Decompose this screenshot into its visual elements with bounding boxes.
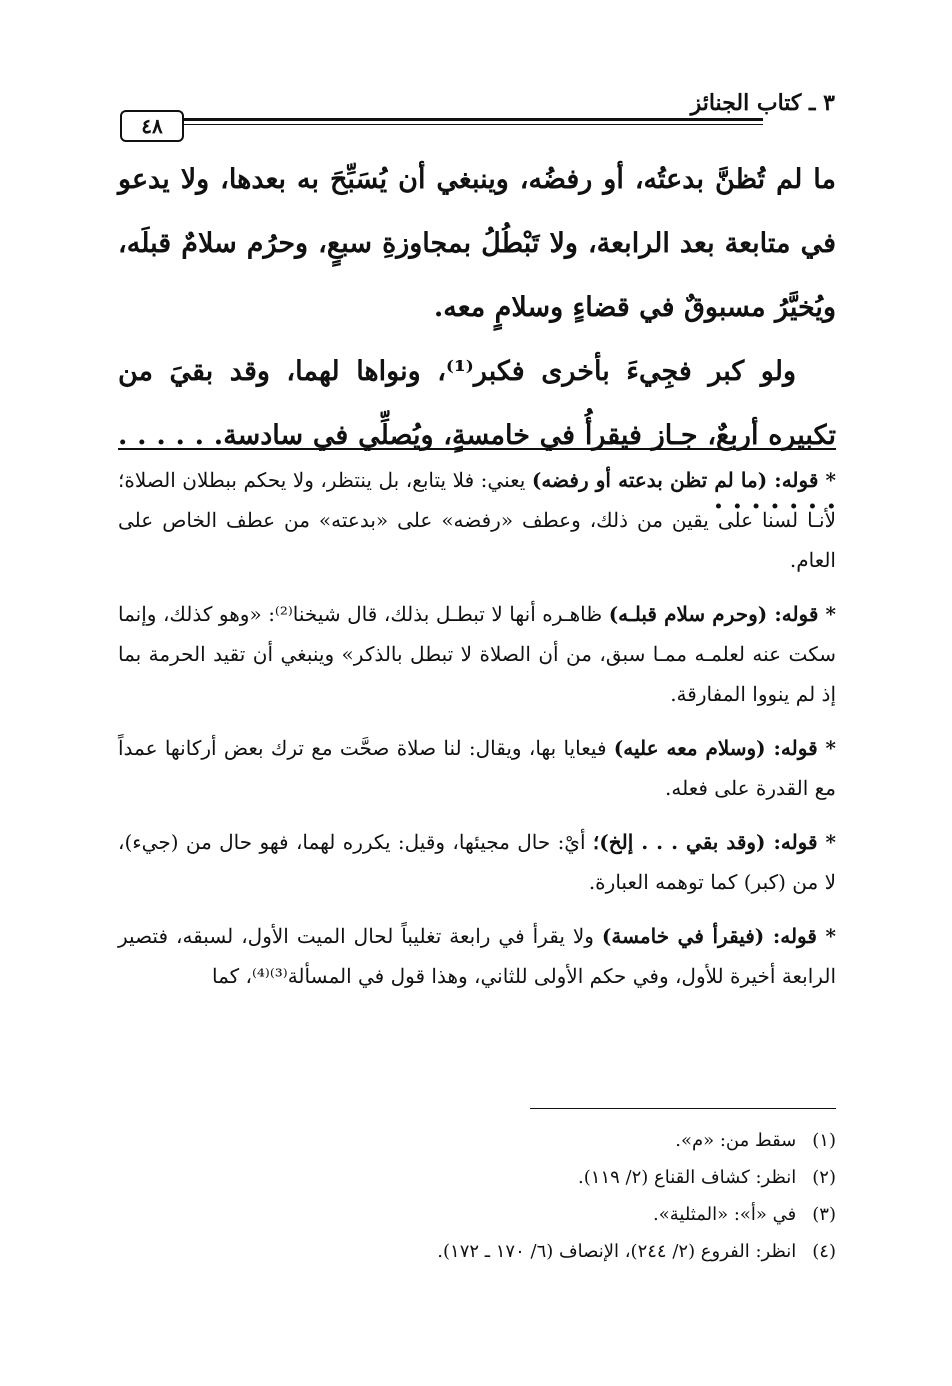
commentary-lead: * قوله: (وقد بقي . . . إلخ)؛ — [592, 830, 837, 854]
page-number: ٤٨ — [120, 110, 184, 142]
running-header — [120, 80, 835, 138]
commentary-text: فيعايا بها، ويقال: لنا صلاة صحَّت مع ترك بعض أركانها عمداً مع القدرة على فعله. — [118, 736, 836, 800]
chapter-title: ٣ ـ كتاب الجنائز — [690, 90, 835, 116]
commentary-lead: * قوله: (وحرم سلام قبلـه) — [608, 602, 837, 626]
footnote-text: انظر: الفروع (٢/ ٢٤٤)، الإنصاف (٦/ ١٧٠ ـ ١٧٢). — [437, 1241, 797, 1262]
footnote-number: (٣) — [812, 1204, 836, 1225]
footnote-number: (٤) — [812, 1241, 836, 1262]
commentary-paragraph — [118, 460, 836, 580]
commentary-text: ولا يقرأ في رابعة تغليباً لحال الميت الأول، لسبقه، فتصير الرابعة أخيرة للأول، وفي حكم الأولى للثاني، وهذا قول في المسألة⁽³⁾⁽⁴⁾، كما — [118, 924, 836, 988]
footnote — [118, 1196, 836, 1233]
commentary-lead: * قوله: (فيقرأ في خامسة) — [601, 924, 836, 948]
commentary-paragraph — [118, 594, 836, 714]
main-paragraph-1: ما لم تُظنَّ بدعتُه، أو رفضُه، وينبغي أن يُسَبِّحَ به بعدها، ولا يدعو في متابعة بعد الرابعة، ولا تَبْطُلُ بمجاوزةِ سبعٍ، وحرُم سلامٌ قبلَه، ويُخيَّرُ مسبوقٌ في قضاءٍ وسلامٍ معه. — [118, 164, 836, 323]
footnote — [118, 1122, 836, 1159]
footnote-number: (١) — [812, 1130, 836, 1151]
footnote-rule — [530, 1108, 836, 1109]
commentary-paragraph — [118, 916, 836, 996]
commentary-lead: * قوله: (ما لم تظن بدعته أو رفضه) — [531, 468, 836, 492]
commentary-text: ظاهـره أنها لا تبطـل بذلك، قال شيخنا⁽²⁾: «وهو كذلك، وإنما سكت عنه لعلمـه ممـا سبق، من أن الصلاة لا تبطل بالذكر» وينبغي أن تقيد الحرمة بما إذ لم ينووا المفارقة. — [118, 602, 836, 706]
commentary — [118, 460, 836, 1010]
footnote-text: انظر: كشاف القناع (٢/ ١١٩). — [578, 1167, 797, 1188]
footnote-text: سقط من: «م». — [675, 1130, 797, 1151]
commentary-paragraph — [118, 822, 836, 902]
footnote-text: في «أ»: «المثلية». — [653, 1204, 797, 1225]
header-rule-thin — [120, 124, 763, 125]
main-paragraph-2: ولو كبر فجِيءَ بأخرى فكبر⁽¹⁾، ونواها لهما، وقد بقيَ من تكبيره أربعٌ، جـاز فيقرأُ في خامسةٍ، ويُصلِّي في سادسة. . . . . . . . . . . . . — [118, 356, 836, 515]
commentary-paragraph — [118, 728, 836, 808]
commentary-lead: * قوله: (وسلام معه عليه) — [613, 736, 836, 760]
text-divider — [118, 448, 836, 450]
footnote-number: (٢) — [812, 1167, 836, 1188]
commentary-text: يعني: فلا يتابع، بل ينتظر، ولا يحكم ببطلان الصلاة؛ لأنـا لسنا على يقين من ذلك، وعطف «رفضه» على «بدعته» من عطف الخاص على العام. — [118, 468, 836, 572]
header-rule-thick — [120, 118, 763, 121]
commentary-text: أيْ: حال مجيئها، وقيل: يكرره لهما، فهو حال من (جيء)، لا من (كبر) كما توهمه العبارة. — [118, 830, 836, 894]
footnote — [118, 1233, 836, 1270]
footnote — [118, 1159, 836, 1196]
footnotes — [118, 1122, 836, 1270]
